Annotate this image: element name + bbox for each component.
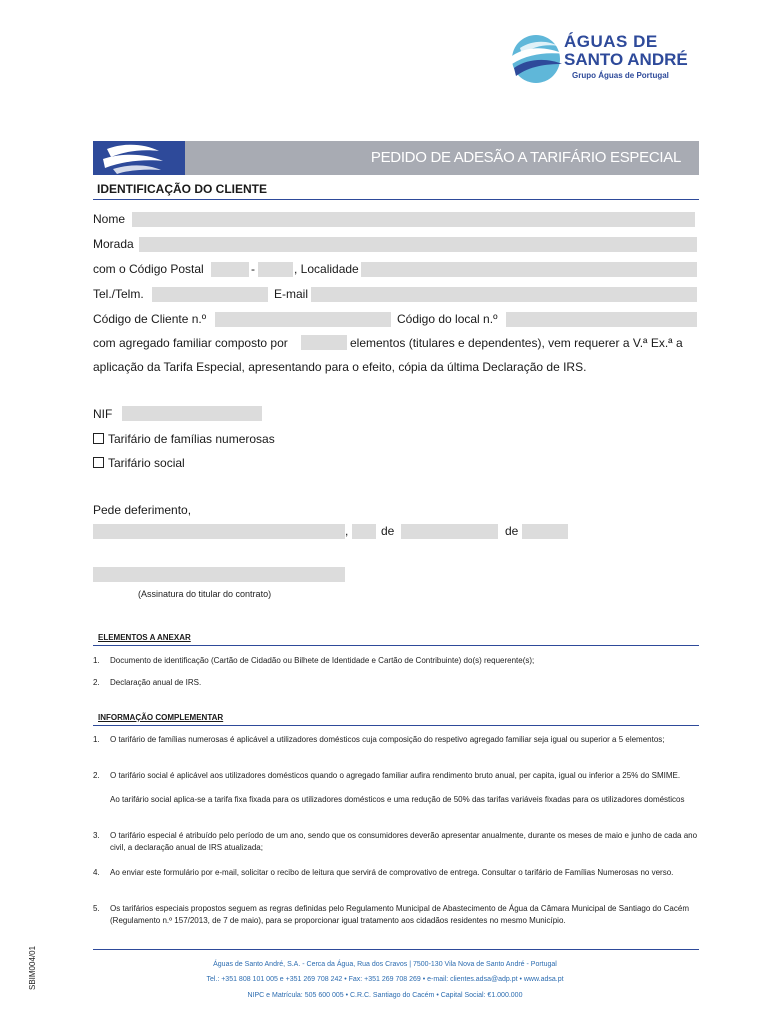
waves-logo-icon [508, 34, 568, 84]
info-num-2: 2. [93, 771, 100, 780]
info-num-5: 5. [93, 904, 100, 913]
nif-field[interactable] [122, 406, 262, 421]
header-logo-block [93, 141, 185, 175]
local-field[interactable] [93, 524, 345, 539]
morada-field[interactable] [139, 237, 697, 252]
client-section-heading: IDENTIFICAÇÃO DO CLIENTE [97, 182, 267, 196]
codigo-cliente-field[interactable] [215, 312, 391, 327]
month-field[interactable] [401, 524, 498, 539]
elementos-num-1: 1. [93, 656, 100, 665]
info-num-3: 3. [93, 831, 100, 840]
footer-registration: NIPC e Matrícula: 505 600 005 • C.R.C. Santiago do Cacém • Capital Social: €1.000.000 [247, 992, 523, 999]
informacao-heading: INFORMAÇÃO COMPLEMENTAR [98, 713, 224, 722]
footer-address: Águas de Santo André, S.A. - Cerca da Água, Rua dos Cravos | 7500-130 Vila Nova de Santo André - Portugal [213, 961, 557, 968]
footer-contacts: Tel.: +351 808 101 005 e +351 269 708 242 • Fax: +351 269 708 269 • e-mail: clientes.adsa@adp.pt • www.adsa.pt [206, 976, 564, 983]
bottom-rule [93, 949, 699, 950]
info-num-1: 1. [93, 735, 100, 744]
telefone-label: Tel./Telm. [93, 287, 144, 301]
codigo-cliente-label: Código de Cliente n.º [93, 312, 207, 326]
agregado-label-post: elementos (titulares e dependentes), vem requerer a V.ª Ex.ª a [350, 336, 683, 350]
elementos-underline [93, 645, 699, 646]
logo-line2: SANTO ANDRÉ [564, 50, 688, 69]
page-title: PEDIDO DE ADESÃO A TARIFÁRIO ESPECIAL [370, 149, 681, 166]
codigo-local-field[interactable] [506, 312, 697, 327]
info-item-4: Ao enviar este formulário por e-mail, solicitar o recibo de leitura que servirá de comprovativo de entrega. Consultar o tarifário de Famílias Numerosas no verso. [110, 868, 674, 877]
elementos-item-2: Declaração anual de IRS. [110, 678, 202, 687]
info-num-4: 4. [93, 868, 100, 877]
date-de-1: de [381, 524, 395, 538]
header-banner [93, 141, 699, 175]
agregado-label-pre: com agregado familiar composto por [93, 336, 288, 350]
date-de-2: de [505, 524, 519, 538]
checkbox-tarifario-social[interactable] [93, 457, 104, 468]
info-item-2: O tarifário social é aplicável aos utilizadores domésticos quando o agregado familiar aufira rendimento bruto anual, per capita, igual ou inferior a 25% do SMIME. [110, 771, 681, 780]
nome-field[interactable] [132, 212, 695, 227]
checkbox-familias-numerosas[interactable] [93, 433, 104, 444]
signature-field[interactable] [93, 567, 345, 582]
heading-underline [93, 199, 699, 200]
date-comma: , [345, 524, 349, 538]
info-item-1: O tarifário de famílias numerosas é aplicável a utilizadores domésticos cuja composição do respetivo agregado familiar seja igual ou superior a 5 elementos; [110, 735, 665, 744]
localidade-field[interactable] [361, 262, 697, 277]
signature-caption: (Assinatura do titular do contrato) [138, 589, 272, 599]
nome-label: Nome [93, 212, 126, 226]
codigo-postal-dash: - [251, 262, 255, 276]
logo-tagline: Grupo Águas de Portugal [572, 71, 669, 80]
elementos-item-1: Documento de identificação (Cartão de Cidadão ou Bilhete de Identidade e Cartão de Contribuinte) do(s) requerente(s); [110, 656, 535, 665]
localidade-label: , Localidade [294, 262, 359, 276]
elementos-heading: ELEMENTOS A ANEXAR [98, 633, 191, 642]
pede-deferimento: Pede deferimento, [93, 503, 192, 517]
option-tarifario-social[interactable] [93, 456, 185, 471]
codigo-postal-label: com o Código Postal [93, 262, 204, 276]
option-familias-numerosas[interactable] [93, 432, 275, 447]
info-item-3: O tarifário especial é atribuído pelo período de um ano, sendo que os consumidores deverão apresentar anualmente, durante os meses de maio e junho de cada ano civil, a declaração anual de IRS atualizada; [110, 831, 698, 852]
company-logo [508, 30, 708, 90]
option-social-label: Tarifário social [108, 456, 185, 470]
morada-label: Morada [93, 237, 134, 251]
aplicacao-text: aplicação da Tarifa Especial, apresentando para o efeito, cópia da última Declaração de IRS. [93, 360, 587, 374]
year-field[interactable] [522, 524, 568, 539]
wave-mark-icon [93, 141, 185, 175]
header-title-bar [185, 141, 699, 175]
codigo-postal-field-2[interactable] [258, 262, 293, 277]
email-label: E-mail [274, 287, 309, 301]
agregado-field[interactable] [301, 335, 347, 350]
email-field[interactable] [311, 287, 697, 302]
document-code: SBIM004/01 [28, 945, 37, 990]
info-item-5: Os tarifários especiais propostos seguem as regras definidas pelo Regulamento Municipal de Abastecimento de Água da Câmara Municipal de Santiago do Cacém (Regulamento n.º 157/2013, de 7 de maio), para se proporcionar igual tratamento aos cidadãos residentes no mesmo Município. [110, 904, 689, 925]
telefone-field[interactable] [152, 287, 268, 302]
codigo-local-label: Código do local n.º [397, 312, 498, 326]
informacao-underline [93, 725, 699, 726]
info-item-2b: Ao tarifário social aplica-se a tarifa fixa fixada para os utilizadores domésticos e uma redução de 50% das tarifas variáveis fixadas para os utilizadores domésticos [110, 795, 685, 804]
day-field[interactable] [352, 524, 376, 539]
elementos-num-2: 2. [93, 678, 100, 687]
option-familias-label: Tarifário de famílias numerosas [108, 432, 275, 446]
logo-line1: ÁGUAS DE [564, 32, 658, 51]
codigo-postal-field-1[interactable] [211, 262, 249, 277]
nif-label: NIF [93, 407, 113, 421]
